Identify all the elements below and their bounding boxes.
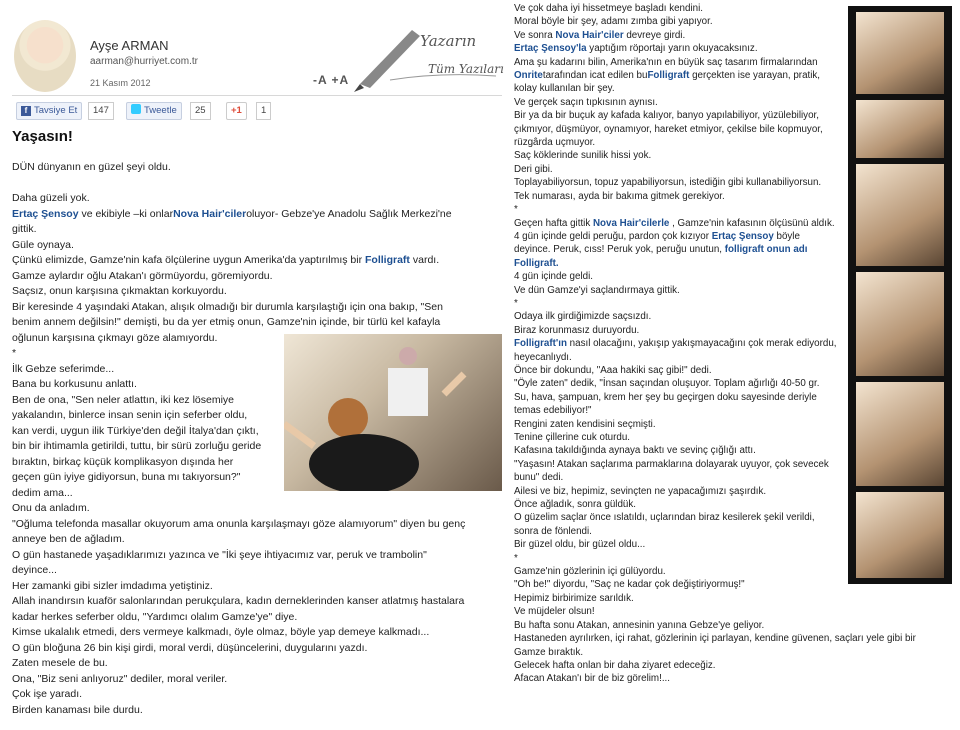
- left-paragraph-line: Zaten mesele de bu.: [12, 657, 108, 669]
- strip-photo-4[interactable]: [856, 272, 944, 376]
- right-paragraph-line: Moral böyle bir şey, adamı zımba gibi yapıyor.: [514, 16, 713, 28]
- left-paragraph-line: Daha güzeli yok.: [12, 192, 90, 204]
- right-paragraph-line: *: [514, 552, 518, 564]
- facebook-icon: f: [21, 106, 31, 116]
- right-paragraph-line: Gamze'nin gözlerinin içi gülüyordu.: [514, 566, 666, 578]
- right-paragraph-line: Saç köklerinde sunilik hissi yok.: [514, 150, 652, 162]
- right-paragraph-line: Ve dün Gamze'yi saçlandırmaya gittik.: [514, 284, 680, 296]
- article-date: 21 Kasım 2012: [90, 78, 151, 88]
- right-paragraph-line: Deri gibi.: [514, 163, 553, 175]
- highlighted-name[interactable]: Ertaç Şensoy: [12, 207, 79, 220]
- tweet-label: Tweetle: [144, 105, 177, 116]
- highlighted-name[interactable]: Ertaç Şensoy: [711, 230, 774, 242]
- right-paragraph-line: heyecanlıydı.: [514, 351, 572, 363]
- divider: [12, 95, 502, 96]
- right-paragraph-line: deyince. Peruk, cıss! Peruk yok, peruğu unutun, folligraft onun adı: [514, 244, 808, 256]
- right-paragraph-line: Hepimiz birbirimize sarıldık.: [514, 592, 634, 604]
- left-paragraph-line: O gün bloğuna 26 bin kişi girdi, moral verdi, düşüncelerini, duygularını yazdı.: [12, 641, 368, 654]
- right-paragraph-line: Biraz korunmasız duruyordu.: [514, 324, 640, 336]
- right-paragraph-line: Ve gerçek saçın tıpkısının aynısı.: [514, 96, 658, 108]
- right-paragraph-line: Ve çok daha iyi hissetmeye başladı kendini.: [514, 3, 703, 14]
- left-paragraph-line: oğlunun karşısına çıkmayı göze alamıyordu.: [12, 331, 218, 344]
- right-paragraph-line: rüzgârda uçmuyor.: [514, 137, 596, 149]
- font-size-controls[interactable]: -A +A: [313, 73, 350, 87]
- highlighted-name[interactable]: Onrite: [514, 70, 543, 82]
- left-paragraph-line: Ertaç Şensoy ve ekibiyle –ki onlarNova Hair'cileroluyor- Gebze'ye Anadolu Sağlık Merkezi'ne: [12, 207, 452, 220]
- right-paragraph-line: bunu" dedi.: [514, 472, 564, 484]
- left-paragraph-line: Çünkü elimizde, Gamze'nin kafa ölçülerine uygun Amerika'da yaptırılmış bir Folligraft vardı.: [12, 254, 440, 266]
- tweet-button[interactable]: [126, 102, 182, 120]
- left-paragraph-line: deyince...: [12, 564, 57, 576]
- right-paragraph-line: kolay kullanılan bir şey.: [514, 83, 615, 95]
- left-paragraph-line: Gamze aylardır oğlu Atakan'ı görmüyordu, göremiyordu.: [12, 269, 273, 282]
- left-paragraph-line: bıraktın, birkaç küçük komplikasyon dışında her: [12, 455, 234, 468]
- left-paragraph-line: Bana bu korkusunu anlattı.: [12, 378, 137, 390]
- right-paragraph-line: Ama şu kadarını bilin, Amerika'nın en büyük saç tasarım firmalarından: [514, 56, 818, 68]
- right-paragraph-line: Tek numarası, ayda bir bakıma gitmek gerekiyor.: [514, 190, 725, 202]
- article-body-right: [514, 2, 916, 686]
- all-articles-subtitle[interactable]: Tüm Yazıları: [428, 62, 504, 76]
- right-paragraph-line: çıkmıyor, düşmüyor, oynamıyor, hareket etmiyor, çekilse bile kopmuyor,: [514, 123, 823, 135]
- left-paragraph-line: Ona, "Biz seni anlıyoruz" dediler, moral veriler.: [12, 672, 228, 685]
- left-paragraph-line: Güle oynaya.: [12, 238, 74, 251]
- highlighted-name[interactable]: Folligraft.: [514, 257, 559, 269]
- strip-photo-1[interactable]: [856, 12, 944, 94]
- left-paragraph-line: yakalandın, binlerce insan senin için seferber oldu,: [12, 409, 248, 421]
- right-paragraph-line: Ertaç Şensoy'la yaptığım röportajı yarın okuyacaksınız.: [514, 43, 758, 55]
- tweet-count: 25: [190, 102, 211, 120]
- right-paragraph-line: Ve müjdeler olsun!: [514, 606, 595, 618]
- right-paragraph-line: Afacan Atakan'ı bir de biz görelim!...: [514, 673, 670, 685]
- left-paragraph-line: dedim ama...: [12, 486, 73, 499]
- left-paragraph-line: anneye ben de ağladım.: [12, 533, 125, 545]
- left-paragraph-line: Bir keresinde 4 yaşındaki Atakan, alışık olmadığı bir durumla karşılaştığı için ona bakıp, "Sen: [12, 300, 443, 313]
- right-paragraph-line: [514, 257, 846, 270]
- author-email[interactable]: aarman@hurriyet.com.tr: [90, 56, 198, 67]
- right-paragraph-line: Bir ya da bir buçuk ay kafada kalıyor, banyo yapılabiliyor, yüzülebiliyor,: [514, 110, 819, 122]
- left-paragraph-line: Çok işe yaradı.: [12, 688, 83, 700]
- right-paragraph-line: Kafasına takıldığında aynaya baktı ve sevinç çığlığı attı.: [514, 445, 756, 457]
- right-paragraph-line: "Oh be!" diyordu, "Saç ne kadar çok değiştiriyormuş!": [514, 579, 745, 591]
- photo-strip: [848, 6, 952, 584]
- left-paragraph-line: Saçsız, onun karşısına çıkmaktan korkuyordu.: [12, 285, 227, 297]
- left-paragraph-line: Onu da anladım.: [12, 502, 90, 514]
- left-paragraph-line: *: [12, 347, 17, 359]
- right-paragraph-line: Bu hafta sonu Atakan, annesinin yanına Gebze'ye geliyor.: [514, 619, 765, 631]
- facebook-count: 147: [88, 102, 114, 120]
- highlighted-name[interactable]: folligraft onun adı: [724, 244, 808, 256]
- right-paragraph-line: Ve sonra Nova Hair'ciler devreye girdi.: [514, 29, 686, 41]
- article-photo: [284, 334, 502, 491]
- right-paragraph-line: Toplayabiliyorsun, topuz yapabiliyorsun, istediğin gibi kullanabiliyorsun.: [514, 177, 822, 189]
- left-paragraph-line: kan verdi, uygun ilik Türkiye'den değil İtalya'dan çıktı,: [12, 424, 259, 437]
- right-paragraph-line: Su, hava, şampuan, krem her şey bu geçirgen doku sayesinde deriyle: [514, 391, 817, 403]
- left-paragraph-line: "Oğluma telefonda masallar okuyorum ama onunla karşılaşmayı göze alamıyorum" diyen bu genç: [12, 517, 466, 530]
- right-paragraph-line: Önce bir dokundu, "Aaa hakiki saç gibi!" dedi.: [514, 364, 712, 376]
- article-title: Yaşasın!: [12, 128, 73, 145]
- right-paragraph-line: "Yaşasın! Atakan saçlarıma parmaklarına dolayarak uyuyor, çok sevecek: [514, 458, 829, 470]
- highlighted-name[interactable]: Folligraft: [647, 70, 690, 82]
- strip-photo-6[interactable]: [856, 492, 944, 578]
- right-paragraph-line: *: [514, 297, 518, 309]
- gplus-count: 1: [256, 102, 271, 120]
- left-paragraph-line: DÜN dünyanın en güzel şeyi oldu.: [12, 161, 171, 173]
- right-paragraph-line: Rengini zaten kendisini seçmişti.: [514, 418, 656, 430]
- left-paragraph-line: İlk Gebze seferimde...: [12, 362, 115, 375]
- right-paragraph-line: Odaya ilk girdiğimizde saçsızdı.: [514, 311, 652, 323]
- right-paragraph-line: O güzelim saçlar önce ıslatıldı, uçlarından biraz kesilerek şekil verildi,: [514, 512, 815, 524]
- left-paragraph-line: kadar herkes seferber oldu, "Yardımcı olalım Gamze'ye" diye.: [12, 610, 298, 623]
- author-avatar: [14, 20, 76, 92]
- author-name[interactable]: Ayşe ARMAN: [90, 38, 169, 53]
- strip-photo-2[interactable]: [856, 100, 944, 158]
- right-paragraph-line: *: [514, 204, 518, 216]
- left-paragraph-line: benim annem değilsin!" demişti, bu da yer etmiş onun, Gamze'nin içinde, bir türlü kel kafayla: [12, 316, 441, 328]
- left-paragraph-line: Ben de ona, "Sen neler atlattın, iki kez lösemiye: [12, 393, 235, 406]
- highlighted-name[interactable]: Folligraft'ın: [514, 338, 567, 350]
- left-paragraph-line: [12, 176, 504, 192]
- all-articles-title[interactable]: Yazarın: [420, 32, 477, 50]
- left-paragraph-line: Birden kanaması bile durdu.: [12, 703, 143, 716]
- right-paragraph-line: 4 gün içinde geldi.: [514, 271, 593, 283]
- right-paragraph-line: Gamze bıraktık.: [514, 646, 584, 658]
- right-paragraph-line: Gelecek hafta onlan bir daha ziyaret edeceğiz.: [514, 659, 716, 671]
- highlighted-name[interactable]: Ertaç Şensoy'la: [514, 43, 587, 55]
- right-paragraph-line: Önce ağladık, sonra güldük.: [514, 499, 636, 511]
- left-paragraph-line: Her zamanki gibi sizler imdadıma yetiştiniz.: [12, 579, 213, 592]
- highlighted-name[interactable]: Folligraft: [365, 254, 410, 266]
- right-paragraph-line: 4 gün içinde geldi peruğu, pardon çok kızıyor Ertaç Şensoy böyle: [514, 230, 800, 242]
- left-paragraph-line: Kimse ukalalık etmedi, ders vermeye kalkmadı, öyle olmaz, böyle yap demeye kalkmadı...: [12, 626, 430, 638]
- highlighted-name[interactable]: Nova Hair'ciler: [555, 29, 624, 41]
- right-paragraph-line: Tenine çillerine cuk oturdu.: [514, 432, 630, 443]
- right-paragraph-line: sonra de fönlendi.: [514, 525, 592, 537]
- right-paragraph-line: Onritetarafından icat edilen buFolligraft gerçekten ise yarayan, pratik,: [514, 70, 821, 82]
- highlighted-name[interactable]: Nova Hair'ciler: [173, 207, 247, 220]
- right-paragraph-line: Folligraft'ın nasıl olacağını, yakışıp yakışmayacağını çok merak ediyordu,: [514, 338, 837, 350]
- right-paragraph-line: Geçen hafta gittik Nova Hair'cilerle , Gamze'nin kafasının ölçüsünü aldık.: [514, 217, 835, 229]
- facebook-recommend-button[interactable]: [16, 102, 82, 120]
- strip-photo-5[interactable]: [856, 382, 944, 486]
- facebook-label: Tavsiye Et: [34, 105, 78, 116]
- right-paragraph-line: "Öyle zaten" dedik, "İnsan saçından oluşuyor. Toplam ağırlığı 40-50 gr.: [514, 378, 820, 390]
- right-paragraph-line: Ailesi ve biz, hepimiz, sevinçten ne yapacağımızı şaşırdık.: [514, 485, 767, 497]
- right-paragraph-line: temas edebiliyor!": [514, 405, 592, 417]
- highlighted-name[interactable]: Nova Hair'cilerle: [592, 217, 670, 229]
- strip-photo-3[interactable]: [856, 164, 944, 266]
- left-paragraph-line: geçen gün iyiye gidiyorsun, buna mı takıyorsun?": [12, 471, 241, 483]
- left-paragraph-line: bin bir ihtimamla getirildi, tuttu, bir sürü zorluğu geride: [12, 440, 262, 452]
- right-paragraph-line: Hastaneden ayrılırken, içi rahat, gözlerinin içi parlayan, kendine güvenen, saçları yele gibi bir: [514, 633, 916, 645]
- left-paragraph-line: Allah inandırsın kuaför salonlarından perukçulara, kadın derneklerinden kanser atlatmış hastalara: [12, 595, 465, 607]
- right-paragraph-line: Bir güzel oldu, bir güzel oldu...: [514, 539, 646, 551]
- left-paragraph-line: O gün hastanede yaşadıklarımızı yazınca ve "İki şeye ihtiyacımız var, peruk ve trambolin": [12, 548, 427, 561]
- left-paragraph-line: gittik.: [12, 223, 37, 235]
- gplus-button[interactable]: +1: [226, 102, 247, 120]
- twitter-icon: [131, 104, 141, 114]
